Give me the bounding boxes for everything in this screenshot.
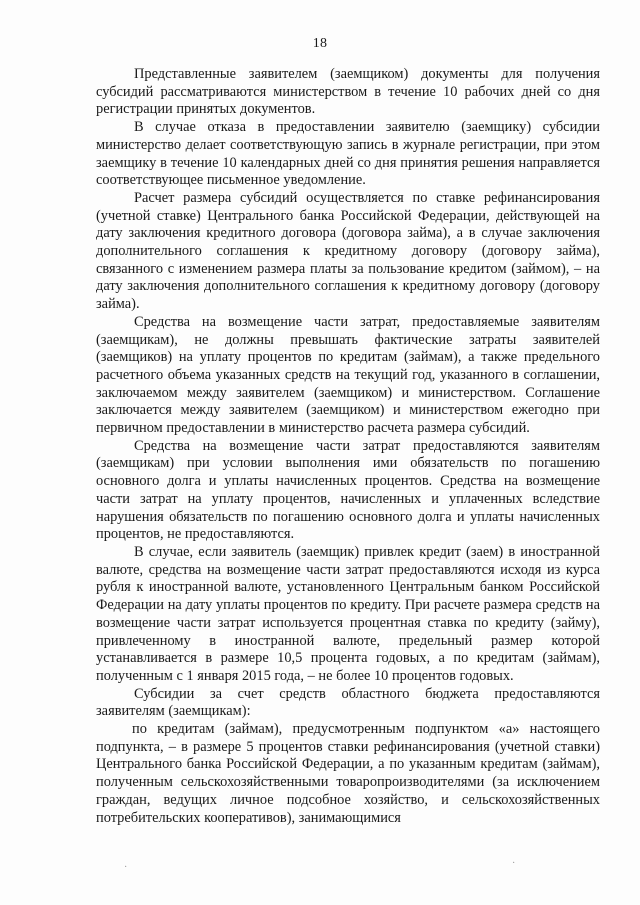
scan-artifact-mark: ·: [124, 862, 128, 873]
page-number: 18: [312, 36, 328, 51]
paragraph-foreign-currency: В случае, если заявитель (заемщик) привлек кредит (заем) в иностранной валюте, средства на возмещение части затрат предоставляются исходя из курса рубля к иностранной валюте, установленного Центральным банком Российской Федерации на дату уплаты процентов по кредиту. При расчете размера средств на возмещение части затрат используется процентная ставка по кредиту (займу), привлеченному в иностранной валюте, предельный размер которой устанавливается в размере 10,5 процента годовых, а по кредитам (займам), полученным с 1 января 2015 года, – не более 10 процентов годовых.: [96, 543, 600, 684]
document-body: [96, 66, 600, 827]
scan-artifact-mark: ·: [512, 858, 516, 869]
paragraph-refusal-notice: В случае отказа в предоставлении заявителю (заемщику) субсидии министерство делает соответствующую запись в журнале регистрации, при этом заемщику в течение 10 календарных дней со дня принятия решения направляется соответствующее письменное уведомление.: [96, 119, 600, 189]
paragraph-cost-limits: Средства на возмещение части затрат, предоставляемые заявителям (заемщикам), не должны превышать фактические затраты заявителей (заемщиков) на уплату процентов по кредитам (займам), а также предельного расчетного объема указанных средств на текущий год, указанного в соглашении, заключаемом между заявителем (заемщиком) и министерством. Соглашение заключается между заявителем (заемщиком) и министерством ежегодно при первичном предоставлении в министерство расчета размера субсидий.: [96, 313, 600, 437]
paragraph-regional-budget: Субсидии за счет средств областного бюджета предоставляются заявителям (заемщикам):: [96, 685, 600, 720]
paragraph-documents-review: Представленные заявителем (заемщиком) документы для получения субсидий рассматриваются министерством в течение 10 рабочих дней со дня регистрации принятых документов.: [96, 66, 600, 118]
paragraph-subsidy-calculation: Расчет размера субсидий осуществляется по ставке рефинансирования (учетной ставке) Центрального банка Российской Федерации, действующей на дату заключения кредитного договора (договора займа), а в случае заключения дополнительного соглашения к кредитному договору (договору займа), связанного с изменением размера платы за пользование кредитом (займом), – на дату заключения дополнительного соглашения к кредитному договору (договору займа).: [96, 189, 600, 313]
paragraph-loan-terms: по кредитам (займам), предусмотренным подпунктом «а» настоящего подпункта, – в размере 5 процентов ставки рефинансирования (учетной ставки) Центрального банка Российской Федерации, а по указанным кредитам (займам), полученным сельскохозяйственными товаропроизводителями (за исключением граждан, ведущих личное подсобное хозяйство, и сельскохозяйственных потребительских кооперативов), занимающимися: [96, 721, 600, 826]
paragraph-payment-conditions: Средства на возмещение части затрат предоставляются заявителям (заемщикам) при условии выполнения ими обязательств по погашению основного долга и уплаты начисленных процентов. Средства на возмещение части затрат на уплату процентов, начисленных и уплаченных вследствие нарушения обязательств по погашению основного долга и уплаты начисленных процентов, не предоставляются.: [96, 437, 600, 543]
